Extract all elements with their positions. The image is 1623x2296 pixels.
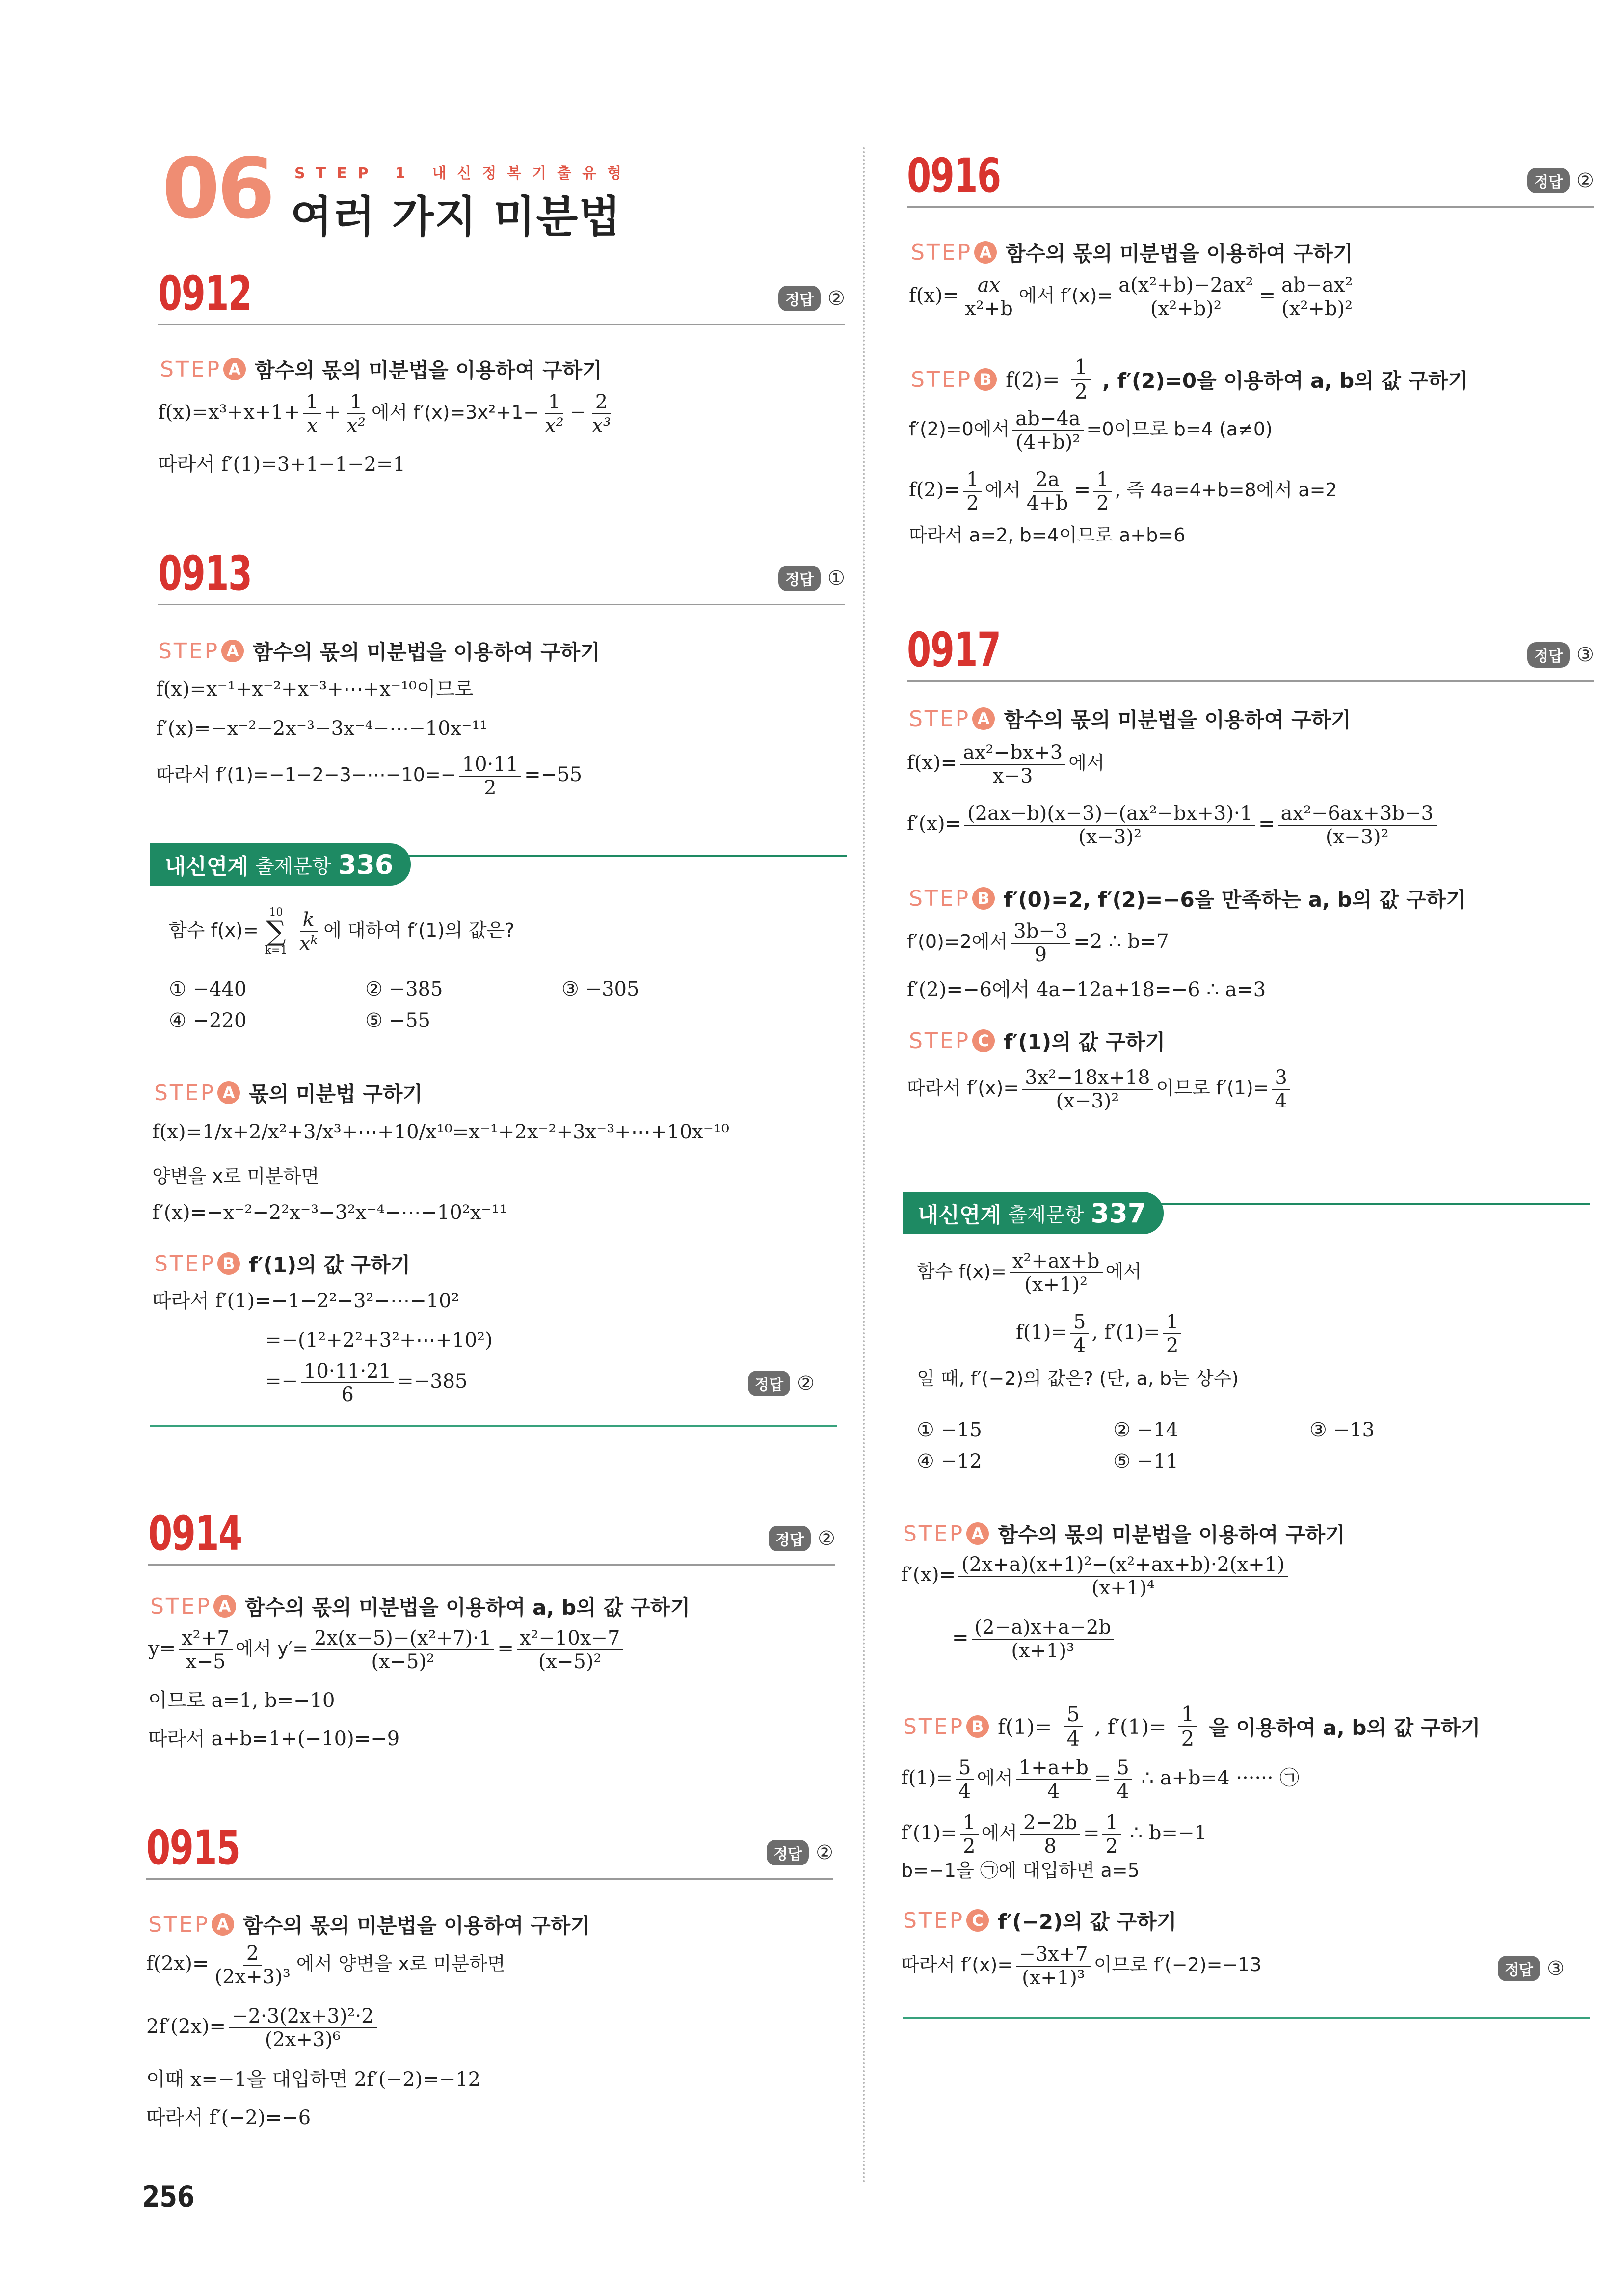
step-letter: A <box>974 241 997 264</box>
step-letter: A <box>972 707 995 730</box>
step-letter: A <box>217 1081 240 1104</box>
answer-badge: 정답 <box>1527 642 1570 668</box>
step-text: 몫의 미분법 구하기 <box>249 1082 423 1106</box>
nx-tag: 내신연계 <box>165 854 249 879</box>
solution-line: =− $\frac{10\cdot 11\cdot 21}{6}$ =−385 <box>265 1360 468 1406</box>
choice: ④ −12 <box>917 1450 982 1473</box>
step-letter: C <box>966 1909 989 1932</box>
chapter-title: 여러 가지 미분법 <box>291 191 622 242</box>
problem-number: 0916 <box>907 148 1001 203</box>
answer-value: ③ <box>1576 644 1594 666</box>
solution-line: = $\frac{(2-a)x+a-2b}{\text{(x+1)³}}$ <box>952 1617 1117 1661</box>
choice: ④ −220 <box>169 1009 247 1032</box>
choice: ③ −13 <box>1309 1419 1375 1441</box>
nx-bottom-line <box>903 2017 1590 2019</box>
step-text: 함수의 몫의 미분법을 이용하여 구하기 <box>1006 242 1353 266</box>
step-b: STEP B f(2)= $\frac{1}{2}$ , f′(2)=0을 이용하여 a, b의 값 구하기 <box>911 355 1468 404</box>
step-letter: A <box>213 1595 236 1618</box>
problem-header-0916 <box>907 147 1594 208</box>
choice: ② −14 <box>1113 1419 1178 1441</box>
step-text: 함수의 몫의 미분법을 이용하여 구하기 <box>1004 708 1351 732</box>
problem-header-0917 <box>907 621 1594 682</box>
step-letter: B <box>974 368 997 391</box>
step-b: STEP B f′(1)의 값 구하기 <box>154 1249 410 1278</box>
solution-line: f(x)= $\frac{\text{ax²−bx+3}}{x-3}$ 에서 <box>907 741 1105 787</box>
answer <box>778 566 845 591</box>
nx-sub: 출제문항 <box>1008 1203 1084 1226</box>
step-letter: B <box>217 1252 240 1275</box>
answer-badge: 정답 <box>1498 1956 1540 1981</box>
step-text: f′(0)=2, f′(2)=−6을 만족하는 a, b의 값 구하기 <box>1004 888 1466 912</box>
solution-line: 양변을 x로 미분하면 <box>152 1165 319 1187</box>
step-letter: B <box>966 1715 989 1738</box>
nx-sub: 출제문항 <box>255 855 331 878</box>
solution-line: 따라서 f′(1)=−1−2²−3²−⋯−10² <box>152 1290 459 1312</box>
question-text: f(1)= $\frac{5}{4}$ , f′(1)= $\frac{1}{2}$ <box>1016 1312 1184 1356</box>
solution-line: f′(0)=2에서 $\frac{3b-3}{9}$ =2 ∴ b=7 <box>907 920 1169 966</box>
answer <box>748 1371 815 1396</box>
step-text: f′(1)의 값 구하기 <box>249 1253 411 1277</box>
solution-line: f′(2)=0에서 $\frac{ab-4a}{\text{(4+b)²}}$ =0이므로 b=4 (a≠0) <box>909 407 1273 454</box>
choice: ① −15 <box>917 1419 982 1441</box>
step-text: 함수의 몫의 미분법을 이용하여 구하기 <box>243 1914 590 1938</box>
step-b: STEP B f′(0)=2, f′(2)=−6을 만족하는 a, b의 값 구하기 <box>909 884 1466 913</box>
answer-value: ② <box>818 1527 835 1550</box>
answer-badge: 정답 <box>748 1371 790 1396</box>
step-a: STEP A 몫의 미분법 구하기 <box>154 1078 423 1107</box>
solution-line: 이므로 a=1, b=−10 <box>148 1689 335 1712</box>
step-a: STEP A 함수의 몫의 미분법을 이용하여 구하기 <box>909 704 1351 733</box>
answer <box>1498 1956 1565 1981</box>
solution-line: f(1)= $\frac{5}{4}$ 에서 $\frac{1+a+b}{4}$ = $\frac{5}{4}$ ∴ a+b=4 ······ ㉠ <box>901 1756 1300 1803</box>
answer-badge: 정답 <box>1527 168 1570 193</box>
solution-line: f(x)=1/x+2/x²+3/x³+⋯+10/x¹⁰=x⁻¹+2x⁻²+3x⁻³+⋯+10x⁻¹⁰ <box>152 1121 729 1143</box>
solution-line: 따라서 a+b=1+(−10)=−9 <box>148 1728 400 1750</box>
step-letter: A <box>221 640 244 662</box>
solution-line: y= $\frac{\text{x²+7}}{x-5}$ 에서 y′= $\frac{\text{2x(x−5)−(x²+7)·1}}{\text{(x−5)²}}$ = $\frac{\text{x²−10x−7}}{\text{(x−5)²}}$ <box>148 1628 626 1672</box>
choice: ① −440 <box>169 978 247 1000</box>
choice: ⑤ −11 <box>1113 1450 1178 1473</box>
solution-line: f(2)= $\frac{1}{2}$ 에서 $\frac{2a}{4+b}$ = $\frac{1}{2}$ , 즉 4a=4+b=8에서 a=2 <box>909 468 1337 514</box>
step-a: STEP A 함수의 몫의 미분법을 이용하여 구하기 <box>158 636 600 666</box>
solution-line: 따라서 f′(1)=3+1−1−2=1 <box>158 453 406 476</box>
solution-line: f′(x)= $\frac{\text{(2ax−b)(x−3)−(ax²−bx+3)·1}}{\text{(x−3)²}}$ = $\frac{\text{ax²−6ax+3b−3}}{\text{(x−3)²}}$ <box>907 803 1439 847</box>
choices-337 <box>917 1419 1506 1473</box>
solution-line: f′(1)= $\frac{1}{2}$ 에서 $\frac{2-2b}{8}$ = $\frac{1}{2}$ ∴ b=−1 <box>901 1811 1207 1858</box>
solution-line: 따라서 f′(−2)=−6 <box>146 2107 311 2129</box>
step-letter: B <box>972 887 995 910</box>
solution-line: 따라서 a=2, b=4이므로 a+b=6 <box>909 524 1186 546</box>
problem-header-0912 <box>158 265 845 325</box>
step-a: STEP A 함수의 몫의 미분법을 이용하여 구하기 <box>911 238 1353 267</box>
step-text: 함수의 몫의 미분법을 이용하여 a, b의 값 구하기 <box>245 1595 691 1620</box>
solution-line: f(x)=x⁻¹+x⁻²+x⁻³+⋯+x⁻¹⁰이므로 <box>156 678 474 701</box>
solution-line: f(x)=x³+x+1+ $\frac{1}{x}$ + $\frac{1}{\text{x²}}$ 에서 f′(x)=3x²+1− $\frac{1}{\text{x²}}$ − $\frac{2}{\text{x³}}$ <box>158 391 611 437</box>
solution-line: f′(x)=−x⁻²−2²x⁻³−3²x⁻⁴−⋯−10²x⁻¹¹ <box>152 1201 507 1224</box>
choice: ⑤ −55 <box>365 1009 430 1032</box>
answer-badge: 정답 <box>778 286 821 311</box>
choice: ③ −305 <box>561 978 639 1000</box>
nx-tag: 내신연계 <box>918 1203 1002 1228</box>
solution-line: f′(2)=−6에서 4a−12a+18=−6 ∴ a=3 <box>907 978 1266 1001</box>
problem-header-0915 <box>146 1819 833 1880</box>
answer-value: ② <box>816 1841 833 1864</box>
step-a: STEP A 함수의 몫의 미분법을 이용하여 구하기 <box>160 354 602 384</box>
step-text: f′(1)의 값 구하기 <box>1004 1030 1166 1054</box>
problem-number: 0913 <box>158 546 252 601</box>
step-text: 함수의 몫의 미분법을 이용하여 구하기 <box>998 1523 1345 1547</box>
choice: ② −385 <box>365 978 443 1000</box>
solution-line: =−(1²+2²+3²+⋯+10²) <box>265 1329 493 1351</box>
step-b: STEP B f(1)= $\frac{5}{4}$ , f′(1)= $\frac{1}{2}$ 을 이용하여 a, b의 값 구하기 <box>903 1702 1481 1751</box>
step-text: 함수의 몫의 미분법을 이용하여 구하기 <box>255 358 602 382</box>
answer-value: ② <box>827 287 845 310</box>
solution-line: 2f′(2x)= $\frac{\text{−2·3(2x+3)²·2}}{\text{(2x+3)⁶}}$ <box>146 2006 380 2050</box>
step-letter: C <box>972 1029 995 1052</box>
solution-line: 이때 x=−1을 대입하면 2f′(−2)=−12 <box>146 2068 481 2091</box>
answer-value: ③ <box>1546 1957 1565 1980</box>
chapter-step-label: STEP 1 내신정복기출유형 <box>294 165 633 182</box>
nx-banner-337 <box>903 1192 1164 1234</box>
answer <box>767 1840 833 1865</box>
solution-line: b=−1을 ㉠에 대입하면 a=5 <box>901 1860 1140 1881</box>
nx-banner-336 <box>150 843 411 886</box>
answer-badge: 정답 <box>778 566 821 591</box>
solution-line: 따라서 f′(x)= $\frac{-3x+7}{\text{(x+1)³}}$ 이므로 f′(−2)=−13 <box>901 1943 1262 1989</box>
problem-header-0914 <box>148 1505 835 1566</box>
page-number: 256 <box>142 2180 195 2214</box>
solution-line: f′(x)=−x⁻²−2x⁻³−3x⁻⁴−⋯−10x⁻¹¹ <box>156 717 488 740</box>
solution-line: 따라서 f′(x)= $\frac{\text{3x²−18x+18}}{\text{(x−3)²}}$ 이므로 f′(1)= $\frac{3}{4}$ <box>907 1067 1293 1111</box>
step-a: STEP A 함수의 몫의 미분법을 이용하여 a, b의 값 구하기 <box>150 1592 690 1621</box>
step-a: STEP A 함수의 몫의 미분법을 이용하여 구하기 <box>148 1910 590 1939</box>
answer-value: ② <box>797 1372 815 1395</box>
step-c: STEP C f′(1)의 값 구하기 <box>909 1026 1165 1055</box>
problem-number: 0917 <box>907 622 1001 677</box>
nx-num: 336 <box>338 849 394 880</box>
step-text: , f′(2)=0을 이용하여 a, b의 값 구하기 <box>1102 369 1468 393</box>
question-text: 일 때, f′(−2)의 값은? (단, a, b는 상수) <box>917 1368 1239 1389</box>
chapter-number: 06 <box>162 140 272 238</box>
step-text: 을 이용하여 a, b의 값 구하기 <box>1209 1716 1481 1740</box>
column-divider <box>863 147 865 2185</box>
answer <box>1527 642 1594 668</box>
nx-bottom-line <box>150 1425 837 1427</box>
step-a: STEP A 함수의 몫의 미분법을 이용하여 구하기 <box>903 1519 1345 1548</box>
nx-num: 337 <box>1091 1197 1146 1229</box>
answer <box>1527 168 1594 193</box>
answer <box>778 286 845 311</box>
step-letter: A <box>966 1522 989 1545</box>
answer <box>769 1526 835 1551</box>
answer-value: ② <box>1576 169 1594 192</box>
answer-badge: 정답 <box>767 1840 809 1865</box>
step-text: f′(−2)의 값 구하기 <box>998 1910 1177 1934</box>
question-text: 함수 f(x)= $\frac{\text{x²+ax+b}}{\text{(x+1)²}}$ 에서 <box>917 1250 1142 1296</box>
problem-number: 0915 <box>146 1820 240 1875</box>
problem-number: 0914 <box>148 1506 242 1561</box>
choices-336 <box>169 978 758 1032</box>
solution-line: f(2x)= $\frac{2}{\text{(2x+3)³}}$ 에서 양변을 x로 미분하면 <box>146 1942 506 1988</box>
step-letter: A <box>212 1913 234 1936</box>
answer-value: ① <box>827 567 845 590</box>
solution-line: f′(x)= $\frac{\text{(2x+a)(x+1)²−(x²+ax+b)·2(x+1)}}{\text{(x+1)⁴}}$ <box>901 1554 1291 1598</box>
problem-header-0913 <box>158 545 845 605</box>
step-text: 함수의 몫의 미분법을 이용하여 구하기 <box>253 640 600 664</box>
step-letter: A <box>223 358 246 380</box>
solution-line: 따라서 f′(1)=−1−2−3−⋯−10=− $\frac{10\cdot 11}{2}$ =−55 <box>156 753 583 799</box>
step-c: STEP C f′(−2)의 값 구하기 <box>903 1906 1176 1935</box>
solution-line: f(x)= $\frac{ax}{\text{x²+b}}$ 에서 f′(x)= $\frac{\text{a(x²+b)−2ax²}}{\text{(x²+b)²}}$ = $\frac{\text{ab−ax²}}{\text{(x²+b)²}}$ <box>909 275 1358 319</box>
question-text: 함수 f(x)= 10 ∑ k=1 $\frac{k}{\text{xᵏ}}$ 에 대하여 f′(1)의 값은? <box>169 906 515 957</box>
problem-number: 0912 <box>158 266 252 321</box>
answer-badge: 정답 <box>769 1526 811 1551</box>
